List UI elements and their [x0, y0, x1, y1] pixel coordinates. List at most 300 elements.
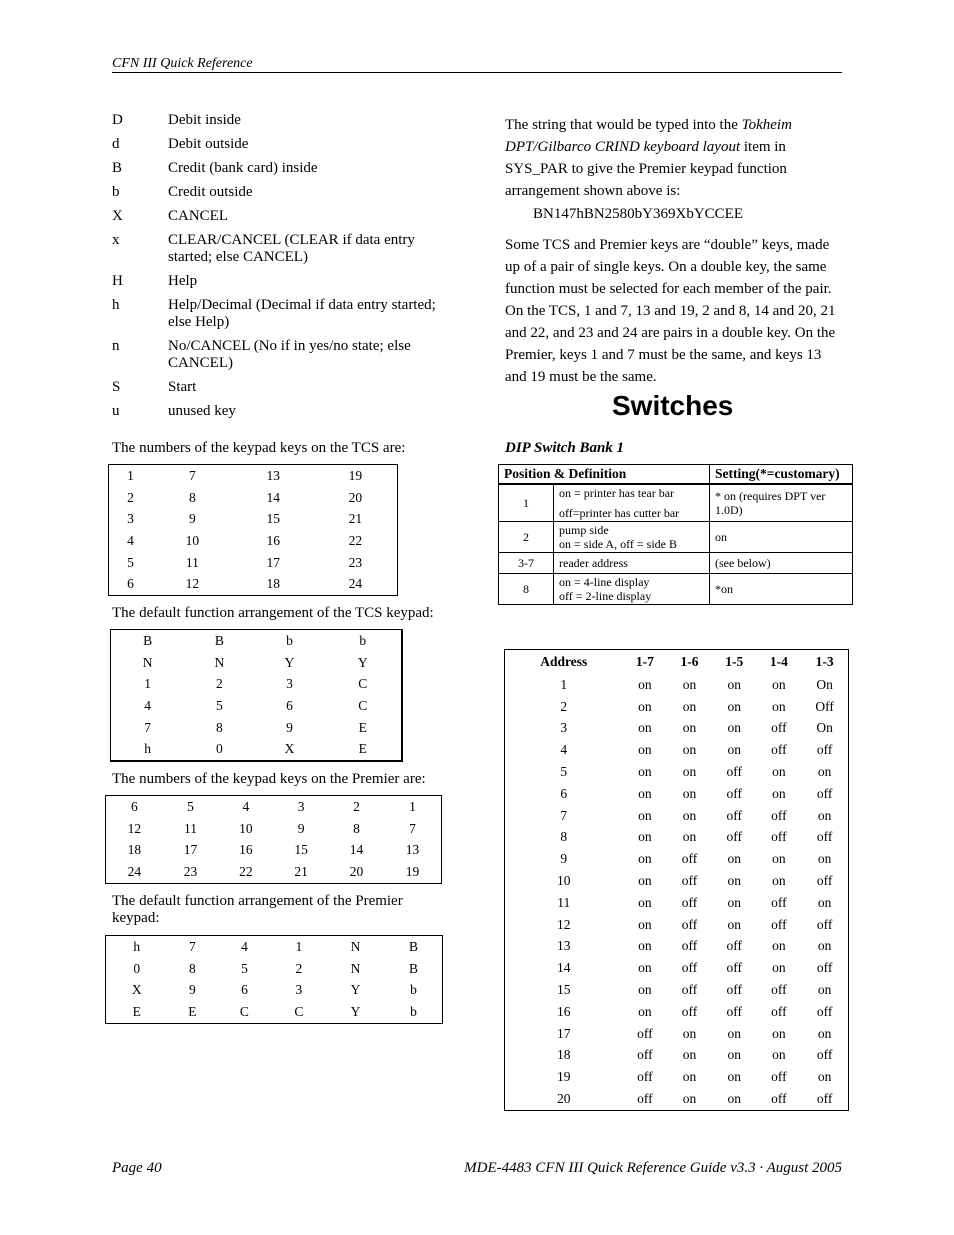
table-cell: on: [817, 982, 832, 998]
column-header: Address: [540, 654, 588, 669]
table-cell: 20: [348, 489, 363, 505]
table-cell: 6: [131, 798, 138, 814]
code-item: [112, 338, 462, 372]
table-row: [505, 805, 849, 827]
code-key: n: [112, 338, 120, 354]
table-row: [505, 827, 849, 849]
table-cell: on: [817, 894, 832, 910]
column-header: 1-7: [635, 654, 654, 669]
table-row: [106, 796, 442, 818]
table-row: [505, 761, 849, 783]
table-cell: off: [681, 938, 698, 954]
table-row: [106, 818, 442, 840]
table-cell: 3: [295, 982, 303, 998]
table-cell: on: [727, 873, 741, 889]
table-row: [499, 522, 853, 553]
table-row: [505, 696, 849, 718]
switch-definition: [554, 484, 710, 522]
code-description: Credit (bank card) inside: [168, 160, 318, 176]
switch-setting: on: [710, 522, 853, 553]
table-cell: 1: [409, 798, 416, 814]
table-row: [106, 979, 443, 1001]
table-row: [505, 892, 849, 914]
definition-line: on = printer has tear bar: [559, 486, 675, 500]
table-cell: 14: [266, 489, 280, 505]
table-cell: Off: [815, 698, 834, 714]
table-row: [106, 839, 442, 861]
table-cell: 4: [242, 798, 250, 814]
table-cell: on: [638, 851, 652, 867]
table-cell: C: [358, 697, 368, 713]
code-description: Help/Decimal (Decimal if data entry started; else Help): [168, 297, 436, 330]
table-cell: 16: [266, 532, 280, 548]
table-cell: on: [638, 1003, 652, 1019]
table-row: [106, 936, 443, 958]
table-cell: 6: [560, 785, 568, 801]
table-cell: 8: [188, 960, 196, 976]
table-cell: 5: [560, 764, 568, 780]
table-row: [505, 936, 849, 958]
table-cell: on: [727, 916, 741, 932]
table-cell: on: [817, 851, 832, 867]
table-row: [111, 695, 403, 717]
table-cell: 22: [239, 863, 253, 879]
table-cell: off: [726, 829, 742, 845]
page-number: Page 40: [112, 1160, 162, 1176]
table-cell: 19: [405, 863, 420, 879]
code-item: [112, 403, 462, 420]
table-row: [505, 1023, 849, 1045]
table-cell: 6: [286, 697, 293, 713]
table-cell: b: [410, 982, 417, 998]
table-cell: Y: [350, 1003, 361, 1019]
code-description: CLEAR/CANCEL (CLEAR if data entry started; else CANCEL): [168, 232, 415, 265]
table-cell: on: [638, 785, 652, 801]
code-description: unused key: [168, 403, 236, 419]
table-cell: 22: [348, 532, 363, 548]
table-cell: 7: [188, 938, 196, 954]
table-cell: on: [727, 1047, 741, 1063]
code-key: B: [112, 160, 123, 176]
table-header-row: [505, 650, 849, 675]
table-cell: 4: [144, 697, 151, 713]
table-cell: 10: [239, 820, 253, 836]
table-cell: 12: [127, 820, 142, 836]
table-cell: 9: [286, 719, 293, 735]
table-cell: on: [817, 764, 832, 780]
table-cell: 8: [215, 719, 223, 735]
table-cell: 6: [241, 982, 248, 998]
code-description: Help: [168, 273, 198, 289]
table-cell: on: [638, 938, 652, 954]
switch-setting: (see below): [710, 553, 853, 574]
section-title: Switches: [612, 390, 734, 421]
table-cell: On: [816, 676, 833, 692]
code-description: Debit inside: [168, 112, 241, 128]
table-cell: b: [359, 632, 367, 648]
premier-key-numbers-table: [105, 795, 442, 884]
code-key: b: [112, 184, 120, 200]
definition-line: on = side A, off = side B: [559, 537, 677, 551]
table-cell: on: [727, 1025, 741, 1041]
premier-default-arrangement-table: [105, 935, 443, 1024]
table-cell: 17: [183, 842, 198, 858]
table-cell: 7: [560, 807, 568, 823]
table-cell: b: [410, 1003, 417, 1019]
switch-position: 1: [499, 484, 554, 522]
table-cell: 1: [295, 938, 303, 954]
table-cell: 18: [557, 1047, 571, 1063]
code-key: h: [112, 297, 120, 313]
table-cell: 5: [127, 554, 134, 570]
table-row: [505, 957, 849, 979]
switch-definition: [554, 574, 710, 605]
code-description: Credit outside: [168, 184, 253, 200]
table-cell: off: [726, 982, 742, 998]
table-cell: 2: [353, 798, 360, 814]
table-row: [505, 783, 849, 805]
table-cell: off: [771, 982, 787, 998]
table-cell: off: [637, 1091, 653, 1107]
table-cell: 8: [560, 829, 568, 845]
table-cell: on: [727, 742, 741, 758]
dip-bank-title: DIP Switch Bank 1: [505, 440, 625, 456]
table-cell: 14: [349, 842, 364, 858]
table-cell: 1: [127, 467, 134, 483]
table-cell: 9: [188, 982, 196, 998]
table-cell: on: [817, 807, 832, 823]
tcs-default-arrangement-table: [110, 629, 403, 762]
table-cell: 20: [557, 1091, 571, 1107]
table-row: [505, 1045, 849, 1067]
code-item: [112, 208, 462, 225]
table-row: [505, 1066, 849, 1088]
table-cell: 8: [353, 820, 360, 836]
table-row: [109, 573, 398, 595]
table-cell: on: [638, 698, 652, 714]
table-row: [499, 484, 853, 522]
table-header-row: [499, 465, 853, 485]
keyboard-layout-paragraph: The string that would be typed into the Tokheim DPT/Gilbarco CRIND keyboard layout item in SYS_PAR to give the Premier keypad function arrangement shown above is:: [505, 117, 792, 199]
table-cell: off: [771, 807, 787, 823]
table-cell: 13: [266, 467, 280, 483]
table-cell: on: [727, 698, 741, 714]
table-cell: on: [638, 873, 652, 889]
table-cell: off: [726, 807, 742, 823]
table-cell: 23: [183, 863, 198, 879]
table-cell: 5: [241, 960, 248, 976]
switch-position: 2: [499, 522, 554, 553]
table-cell: 2: [560, 698, 568, 714]
table-cell: h: [133, 938, 141, 954]
table-cell: on: [682, 1047, 697, 1063]
table-cell: 10: [185, 532, 200, 548]
code-description: Debit outside: [168, 136, 249, 152]
table-cell: off: [637, 1047, 653, 1063]
table-cell: on: [638, 742, 652, 758]
table-row: [499, 553, 853, 574]
code-key: S: [112, 379, 121, 395]
table-cell: on: [682, 1069, 697, 1085]
table-cell: off: [816, 1091, 833, 1107]
table-cell: 9: [297, 820, 305, 836]
code-item: [112, 379, 462, 396]
table-row: [106, 1001, 443, 1023]
table-cell: on: [638, 894, 652, 910]
table-cell: on: [727, 676, 741, 692]
table-cell: 15: [557, 982, 571, 998]
tcs-numbers-caption: The numbers of the keypad keys on the TCS are:: [112, 440, 406, 456]
table-row: [109, 465, 398, 487]
table-cell: X: [131, 982, 142, 998]
table-cell: E: [132, 1003, 141, 1019]
code-description: No/CANCEL (No if in yes/no state; else CANCEL): [168, 338, 411, 371]
tcs-key-numbers-table: [108, 464, 398, 596]
table-cell: on: [638, 720, 652, 736]
table-cell: 2: [295, 960, 303, 976]
table-cell: off: [816, 960, 833, 976]
table-cell: 7: [144, 719, 151, 735]
table-cell: off: [771, 916, 787, 932]
table-cell: off: [726, 938, 742, 954]
table-cell: on: [638, 764, 652, 780]
table-cell: 2: [127, 489, 134, 505]
table-row: [109, 530, 398, 552]
layout-string: BN147hBN2580bY369XbYCCEE: [533, 206, 744, 222]
table-cell: 3: [297, 798, 305, 814]
table-cell: Y: [357, 654, 368, 670]
table-cell: on: [772, 873, 786, 889]
table-cell: on: [682, 720, 697, 736]
table-cell: off: [681, 982, 698, 998]
table-cell: 12: [185, 576, 200, 592]
tcs-default-caption: The default function arrangement of the TCS keypad:: [112, 605, 434, 621]
table-cell: 10: [557, 873, 571, 889]
keyboard-layout-item-name: Tokheim DPT/Gilbarco CRIND keyboard layout: [505, 117, 792, 155]
table-cell: off: [726, 764, 742, 780]
key-code-list: [112, 112, 462, 427]
table-cell: off: [637, 1025, 653, 1041]
document-title: MDE-4483 CFN III Quick Reference Guide v3.3 · August 2005: [464, 1160, 842, 1176]
table-cell: off: [771, 1091, 787, 1107]
table-cell: 17: [557, 1025, 571, 1041]
table-cell: 1: [560, 676, 568, 692]
table-row: [106, 861, 442, 883]
table-cell: 7: [188, 467, 196, 483]
code-item: [112, 160, 462, 177]
table-cell: off: [726, 960, 742, 976]
table-cell: on: [727, 1091, 741, 1107]
table-cell: Y: [350, 982, 361, 998]
table-cell: off: [771, 829, 787, 845]
table-cell: off: [771, 742, 787, 758]
table-cell: N: [350, 960, 361, 976]
table-cell: on: [638, 982, 652, 998]
table-cell: 6: [127, 576, 134, 592]
table-cell: 16: [557, 1003, 571, 1019]
table-cell: b: [286, 632, 293, 648]
column-header: Position & Definition: [499, 465, 710, 485]
table-cell: on: [682, 742, 697, 758]
table-cell: on: [772, 1047, 786, 1063]
table-cell: on: [817, 1069, 832, 1085]
table-cell: on: [772, 1025, 786, 1041]
table-cell: 1: [144, 676, 151, 692]
table-cell: 9: [188, 511, 196, 527]
table-cell: 3: [560, 720, 568, 736]
table-cell: on: [772, 960, 786, 976]
table-cell: on: [772, 698, 786, 714]
table-cell: off: [816, 1047, 833, 1063]
table-cell: on: [772, 676, 786, 692]
table-cell: N: [142, 654, 153, 670]
table-cell: 21: [294, 863, 308, 879]
table-row: [505, 1088, 849, 1110]
table-cell: 3: [127, 511, 134, 527]
table-row: [111, 738, 403, 761]
table-cell: 2: [215, 676, 223, 692]
table-cell: off: [726, 1003, 742, 1019]
table-cell: off: [681, 960, 698, 976]
table-cell: C: [294, 1003, 304, 1019]
table-cell: 21: [348, 511, 363, 527]
definition-line: pump side: [559, 523, 609, 537]
table-cell: off: [637, 1069, 653, 1085]
premier-numbers-caption: The numbers of the keypad keys on the Premier are:: [112, 771, 426, 787]
switch-definition: [554, 553, 710, 574]
table-cell: off: [771, 894, 787, 910]
table-cell: 4: [127, 532, 134, 548]
switch-position: 8: [499, 574, 554, 605]
code-key: D: [112, 112, 123, 128]
table-cell: 14: [557, 960, 571, 976]
table-cell: 16: [239, 842, 253, 858]
table-row: [505, 1001, 849, 1023]
table-row: [499, 574, 853, 605]
table-cell: on: [638, 916, 652, 932]
table-cell: on: [682, 1091, 697, 1107]
table-row: [505, 914, 849, 936]
code-item: [112, 136, 462, 153]
table-cell: 11: [184, 820, 198, 836]
premier-default-caption: The default function arrangement of the Premier keypad:: [112, 893, 403, 926]
table-cell: off: [681, 851, 698, 867]
table-row: [111, 717, 403, 739]
code-description: Start: [168, 379, 197, 395]
table-cell: on: [682, 676, 697, 692]
table-cell: 8: [188, 489, 196, 505]
definition-line: off=printer has cutter bar: [559, 506, 680, 520]
table-cell: off: [816, 742, 833, 758]
table-cell: 4: [560, 742, 568, 758]
switch-setting: * on (requires DPT ver 1.0D): [710, 484, 853, 522]
table-cell: X: [284, 741, 295, 757]
table-cell: off: [816, 829, 833, 845]
table-cell: 18: [127, 842, 142, 858]
table-cell: off: [771, 1069, 787, 1085]
column-header: 1-5: [725, 654, 744, 669]
table-cell: 11: [185, 554, 199, 570]
table-cell: 15: [266, 511, 280, 527]
table-cell: 24: [127, 863, 142, 879]
table-cell: on: [727, 894, 741, 910]
table-cell: N: [214, 654, 225, 670]
table-cell: on: [727, 720, 741, 736]
table-row: [111, 652, 403, 674]
table-cell: 24: [348, 576, 363, 592]
table-cell: 0: [133, 960, 141, 976]
table-cell: 19: [348, 467, 363, 483]
table-cell: on: [638, 807, 652, 823]
column-header: 1-3: [815, 654, 834, 669]
table-cell: 3: [286, 676, 293, 692]
table-cell: 11: [557, 894, 571, 910]
table-cell: 5: [187, 798, 194, 814]
table-cell: 12: [557, 916, 571, 932]
table-cell: C: [358, 676, 368, 692]
table-cell: E: [358, 719, 367, 735]
table-cell: off: [771, 720, 787, 736]
table-cell: off: [681, 1003, 698, 1019]
table-cell: on: [682, 1025, 697, 1041]
table-cell: off: [816, 1003, 833, 1019]
table-cell: on: [727, 1069, 741, 1085]
table-cell: 7: [409, 820, 416, 836]
code-item: [112, 184, 462, 201]
table-cell: on: [682, 698, 697, 714]
table-cell: B: [408, 938, 418, 954]
double-keys-paragraph: Some TCS and Premier keys are “double” keys, made up of a pair of single keys. On a double key, the same function must be selected for each member of the pair. On the TCS, 1 and 7, 13 and 19, 2 and 8, 14 and 20, 21 and 22, and 23 and 24 are pairs in a double key. On the Premier, keys 1 and 7 must be the same, and keys 13 and 19 must be the same.: [505, 237, 836, 385]
table-row: [505, 739, 849, 761]
table-cell: 19: [557, 1069, 571, 1085]
table-cell: on: [638, 676, 652, 692]
column-header: 1-4: [769, 654, 788, 669]
table-row: [111, 673, 403, 695]
code-item: [112, 297, 462, 331]
table-cell: off: [816, 873, 833, 889]
code-key: x: [112, 232, 120, 248]
table-cell: on: [817, 938, 832, 954]
table-cell: E: [358, 741, 367, 757]
table-row: [109, 487, 398, 509]
switch-definition: [554, 522, 710, 553]
table-cell: on: [772, 764, 786, 780]
table-cell: 0: [215, 741, 223, 757]
table-cell: 18: [266, 576, 280, 592]
table-cell: h: [144, 741, 151, 757]
table-cell: 9: [560, 851, 568, 867]
switch-setting: *on: [710, 574, 853, 605]
table-row: [505, 718, 849, 740]
column-header: Setting(*=customary): [710, 465, 853, 485]
table-cell: 20: [349, 863, 364, 879]
table-cell: 5: [215, 697, 223, 713]
table-row: [109, 508, 398, 530]
table-row: [106, 958, 443, 980]
table-cell: off: [816, 916, 833, 932]
table-row: [505, 870, 849, 892]
definition-line: reader address: [559, 556, 628, 570]
table-cell: off: [816, 785, 833, 801]
table-cell: on: [682, 764, 697, 780]
page-header: CFN III Quick Reference: [112, 56, 842, 73]
table-cell: on: [772, 785, 786, 801]
code-key: u: [112, 403, 120, 419]
table-row: [109, 552, 398, 574]
table-cell: N: [350, 938, 361, 954]
table-cell: on: [682, 785, 697, 801]
code-description: CANCEL: [168, 208, 228, 224]
